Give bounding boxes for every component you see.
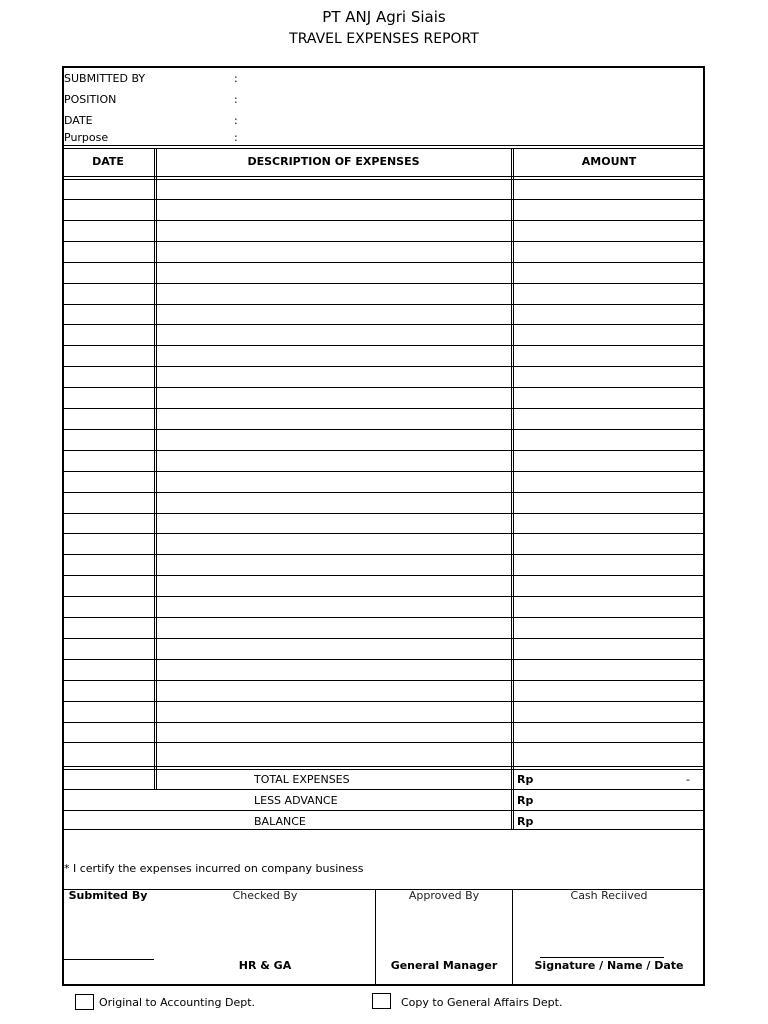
- expense-row-line: [62, 304, 705, 305]
- total-value: -: [686, 773, 690, 786]
- certify-statement: * I certify the expenses incurred on company business: [64, 862, 364, 875]
- desc-col-divider: [511, 148, 512, 829]
- desc-col-divider-2: [513, 148, 514, 829]
- checked-by-label: Checked By: [232, 889, 298, 902]
- expense-row-line: [62, 429, 705, 430]
- purpose-colon: :: [234, 131, 238, 144]
- balance-row-divider: [62, 829, 705, 830]
- expense-row-line: [62, 596, 705, 597]
- totals-divider: [62, 766, 705, 767]
- expense-form: [62, 66, 705, 986]
- header-divider: [62, 176, 705, 177]
- submitted-by-label: SUBMITTED BY: [64, 72, 146, 85]
- expense-row-line: [62, 387, 705, 388]
- expense-row-line: [62, 366, 705, 367]
- expense-row-line: [62, 722, 705, 723]
- expense-row-line: [62, 638, 705, 639]
- approved-by-label: Approved By: [408, 889, 480, 902]
- totals-divider-2: [62, 769, 705, 770]
- date-column-header: DATE: [92, 155, 124, 168]
- info-divider: [62, 145, 705, 146]
- signature-name-date-label: Signature / Name / Date: [534, 959, 684, 972]
- expense-row-line: [62, 450, 705, 451]
- position-colon: :: [234, 93, 238, 106]
- submitter-signature-line: [64, 959, 154, 960]
- total-expenses-label: TOTAL EXPENSES: [254, 773, 350, 786]
- date-label: DATE: [64, 114, 93, 127]
- receiver-signature-line: [540, 957, 664, 958]
- expense-row-line: [62, 492, 705, 493]
- date-col-divider-2: [156, 148, 157, 789]
- expense-row-line: [62, 324, 705, 325]
- description-column-header: DESCRIPTION OF EXPENSES: [247, 155, 420, 168]
- expense-row-line: [62, 617, 705, 618]
- expense-row-line: [62, 408, 705, 409]
- cash-received-label: Cash Reciived: [570, 889, 648, 902]
- advance-currency: Rp: [517, 794, 534, 807]
- expense-row-line: [62, 471, 705, 472]
- position-label: POSITION: [64, 93, 117, 106]
- less-advance-label: LESS ADVANCE: [254, 794, 338, 807]
- expense-row-line: [62, 262, 705, 263]
- general-manager-label: General Manager: [390, 959, 498, 972]
- expense-row-line: [62, 680, 705, 681]
- expense-row-line: [62, 533, 705, 534]
- date-colon: :: [234, 114, 238, 127]
- advance-row-divider: [62, 810, 705, 811]
- expense-row-line: [62, 283, 705, 284]
- submitted-by-signature-label: Submited By: [68, 889, 148, 902]
- expense-row-line: [62, 701, 705, 702]
- balance-label: BALANCE: [254, 815, 306, 828]
- expense-row-line: [62, 220, 705, 221]
- expense-row-line: [62, 241, 705, 242]
- expense-row-line: [62, 554, 705, 555]
- expense-row-line: [62, 345, 705, 346]
- purpose-label: Purpose: [64, 131, 109, 144]
- expense-row-line: [62, 513, 705, 514]
- original-checkbox[interactable]: [75, 994, 94, 1010]
- original-label: Original to Accounting Dept.: [99, 996, 256, 1009]
- expense-row-line: [62, 575, 705, 576]
- company-name: PT ANJ Agri Siais: [322, 8, 446, 26]
- copy-label: Copy to General Affairs Dept.: [401, 996, 563, 1009]
- hr-ga-label: HR & GA: [238, 959, 292, 972]
- total-currency: Rp: [517, 773, 534, 786]
- copy-checkbox[interactable]: [372, 993, 391, 1009]
- expense-row-line: [62, 199, 705, 200]
- header-divider-2: [62, 179, 705, 180]
- date-col-divider: [154, 148, 155, 789]
- expense-row-line: [62, 742, 705, 743]
- total-row-divider: [62, 789, 705, 790]
- expense-row-line: [62, 659, 705, 660]
- balance-currency: Rp: [517, 815, 534, 828]
- amount-column-header: AMOUNT: [581, 155, 637, 168]
- report-title: TRAVEL EXPENSES REPORT: [289, 31, 479, 47]
- submitted-by-colon: :: [234, 72, 238, 85]
